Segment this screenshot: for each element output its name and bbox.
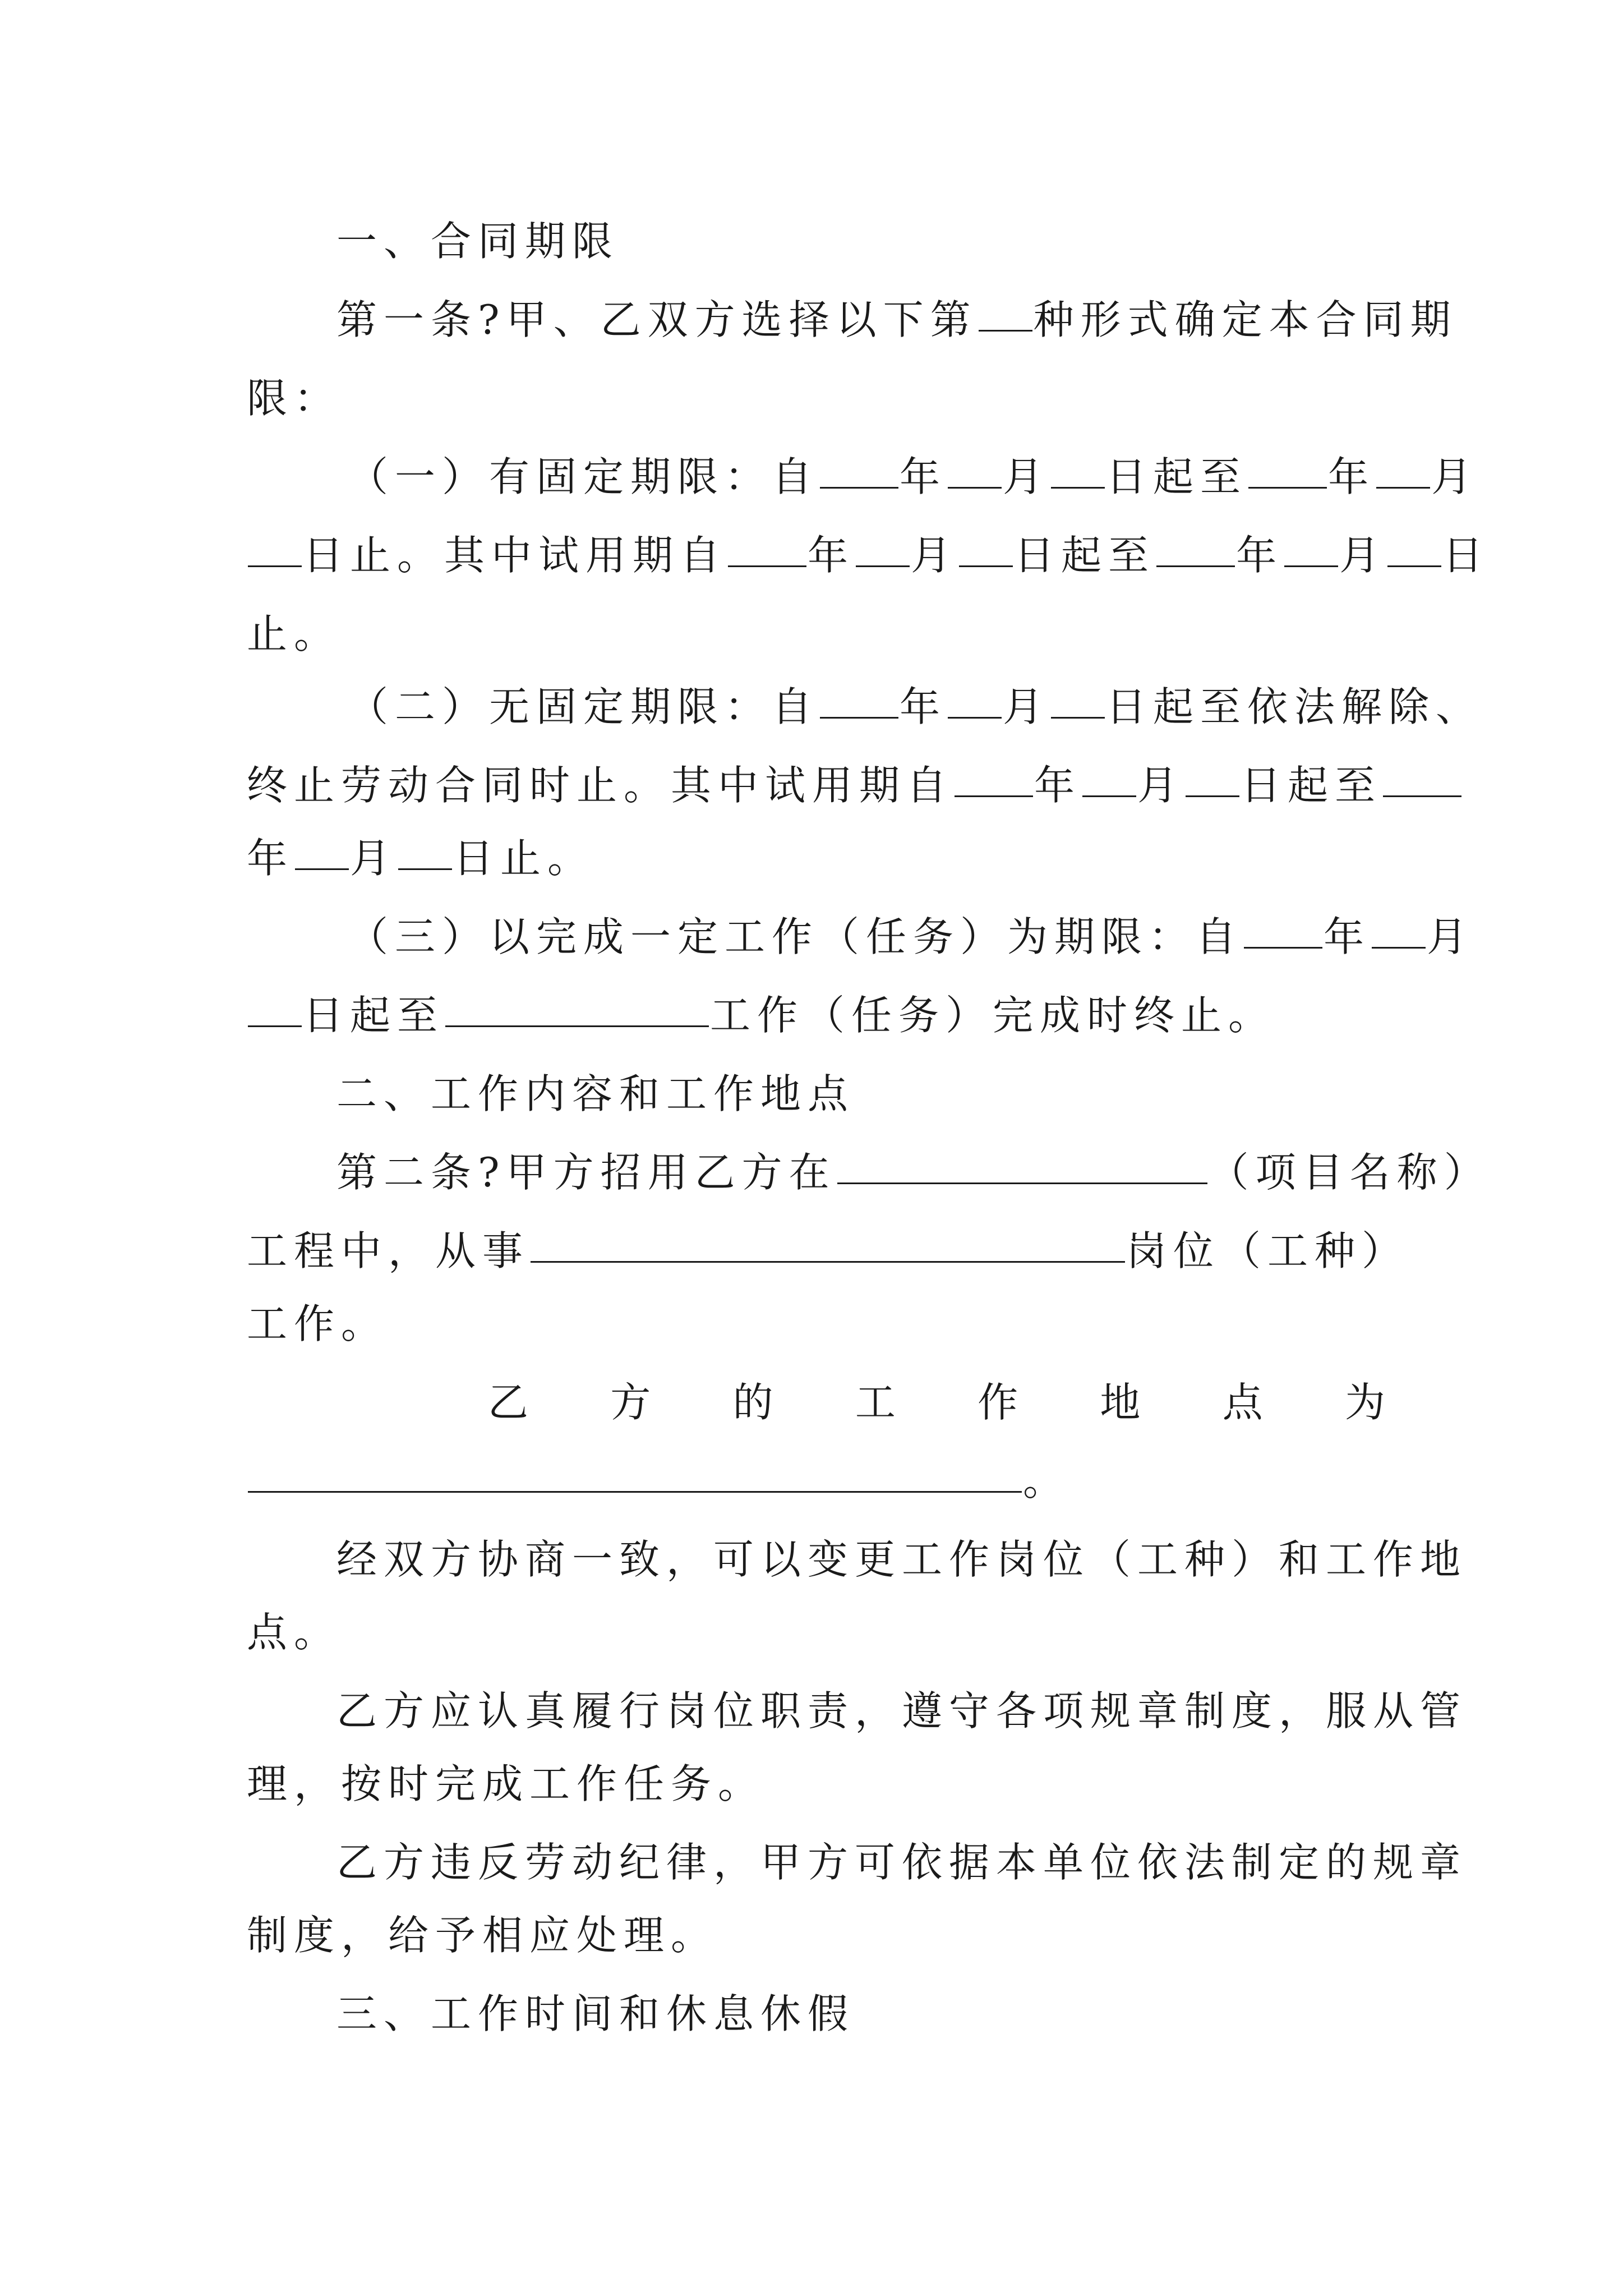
option-3-line-2: 日起至 工作（任务）完成时终止。 xyxy=(247,982,1385,1049)
paragraph-discipline-line-1: 乙方违反劳动纪律，甲方可依据本单位依法制定的规章 xyxy=(336,1839,1468,1886)
blank-field[interactable] xyxy=(531,1217,1125,1263)
section-heading-work-content: 二、工作内容和工作地点 xyxy=(336,1070,855,1117)
blank-field[interactable] xyxy=(1051,673,1105,719)
paragraph-discipline-line-2: 制度，给予相应处理。 xyxy=(247,1912,718,1959)
article-1-line-2: 限： xyxy=(247,375,342,422)
blank-field[interactable] xyxy=(1244,903,1322,949)
article-2-line-3: 工作。 xyxy=(247,1300,389,1347)
blank-field[interactable] xyxy=(820,443,898,489)
blank-field[interactable] xyxy=(1248,443,1327,489)
option-1-line-3: 止。 xyxy=(247,610,342,657)
blank-field[interactable] xyxy=(728,522,806,567)
section-heading-contract-term: 一、合同期限 xyxy=(336,218,620,265)
paragraph-duties-line-2: 理，按时完成工作任务。 xyxy=(247,1760,766,1807)
option-2-line-2: 终止劳动合同时止。其中试用期自 年 月 日起至 xyxy=(247,752,1385,819)
blank-field[interactable] xyxy=(1186,752,1239,797)
paragraph-change-line-2: 点。 xyxy=(247,1609,342,1656)
blank-field[interactable] xyxy=(856,522,910,567)
blank-field[interactable] xyxy=(948,673,1002,719)
blank-field[interactable] xyxy=(1156,522,1235,567)
option-1-line-1: （一）有固定期限：自 年 月 日起至 年 月 xyxy=(348,443,1385,510)
option-1-line-2: 日止。其中试用期自 年 月 日起至 年 月 日 xyxy=(247,522,1385,589)
blank-field[interactable] xyxy=(248,1447,1022,1493)
blank-field[interactable] xyxy=(295,825,349,870)
option-3-line-1: （三）以完成一定工作（任务）为期限：自 年 月 xyxy=(348,903,1385,970)
blank-field[interactable] xyxy=(1383,752,1461,797)
blank-field[interactable] xyxy=(979,286,1032,332)
paragraph-duties-line-1: 乙方应认真履行岗位职责，遵守各项规章制度，服从管 xyxy=(336,1687,1468,1734)
blank-field[interactable] xyxy=(959,522,1013,567)
blank-field[interactable] xyxy=(1051,443,1105,489)
blank-field[interactable] xyxy=(398,825,452,870)
article-1-line-1: 第一条?甲、乙双方选择以下第 种形式确定本合同期 xyxy=(336,286,1385,353)
blank-field[interactable] xyxy=(1284,522,1338,567)
blank-field[interactable] xyxy=(1372,903,1426,949)
option-2-line-3: 年 月 日止。 xyxy=(247,825,1385,892)
blank-field[interactable] xyxy=(445,982,709,1027)
workplace-line-2: 。 xyxy=(247,1447,1385,1515)
paragraph-change-line-1: 经双方协商一致，可以变更工作岗位（工种）和工作地 xyxy=(336,1536,1468,1583)
blank-field[interactable] xyxy=(1082,752,1136,797)
blank-field[interactable] xyxy=(248,522,302,567)
option-2-line-1: （二）无固定期限：自 年 月 日起至依法解除、 xyxy=(348,673,1385,740)
workplace-line-1: 乙 方 的 工 作 地 点 为 xyxy=(488,1379,1385,1426)
blank-field[interactable] xyxy=(248,982,302,1027)
blank-field[interactable] xyxy=(1376,443,1430,489)
section-heading-work-hours: 三、工作时间和休息休假 xyxy=(336,1990,855,2037)
blank-field[interactable] xyxy=(837,1139,1207,1184)
blank-field[interactable] xyxy=(820,673,898,719)
blank-field[interactable] xyxy=(1387,522,1441,567)
blank-field[interactable] xyxy=(948,443,1002,489)
article-2-line-2: 工程中，从事 岗位（工种） xyxy=(247,1217,1385,1285)
article-2-line-1: 第二条?甲方招用乙方在 （项目名称） xyxy=(336,1139,1385,1206)
blank-field[interactable] xyxy=(955,752,1033,797)
